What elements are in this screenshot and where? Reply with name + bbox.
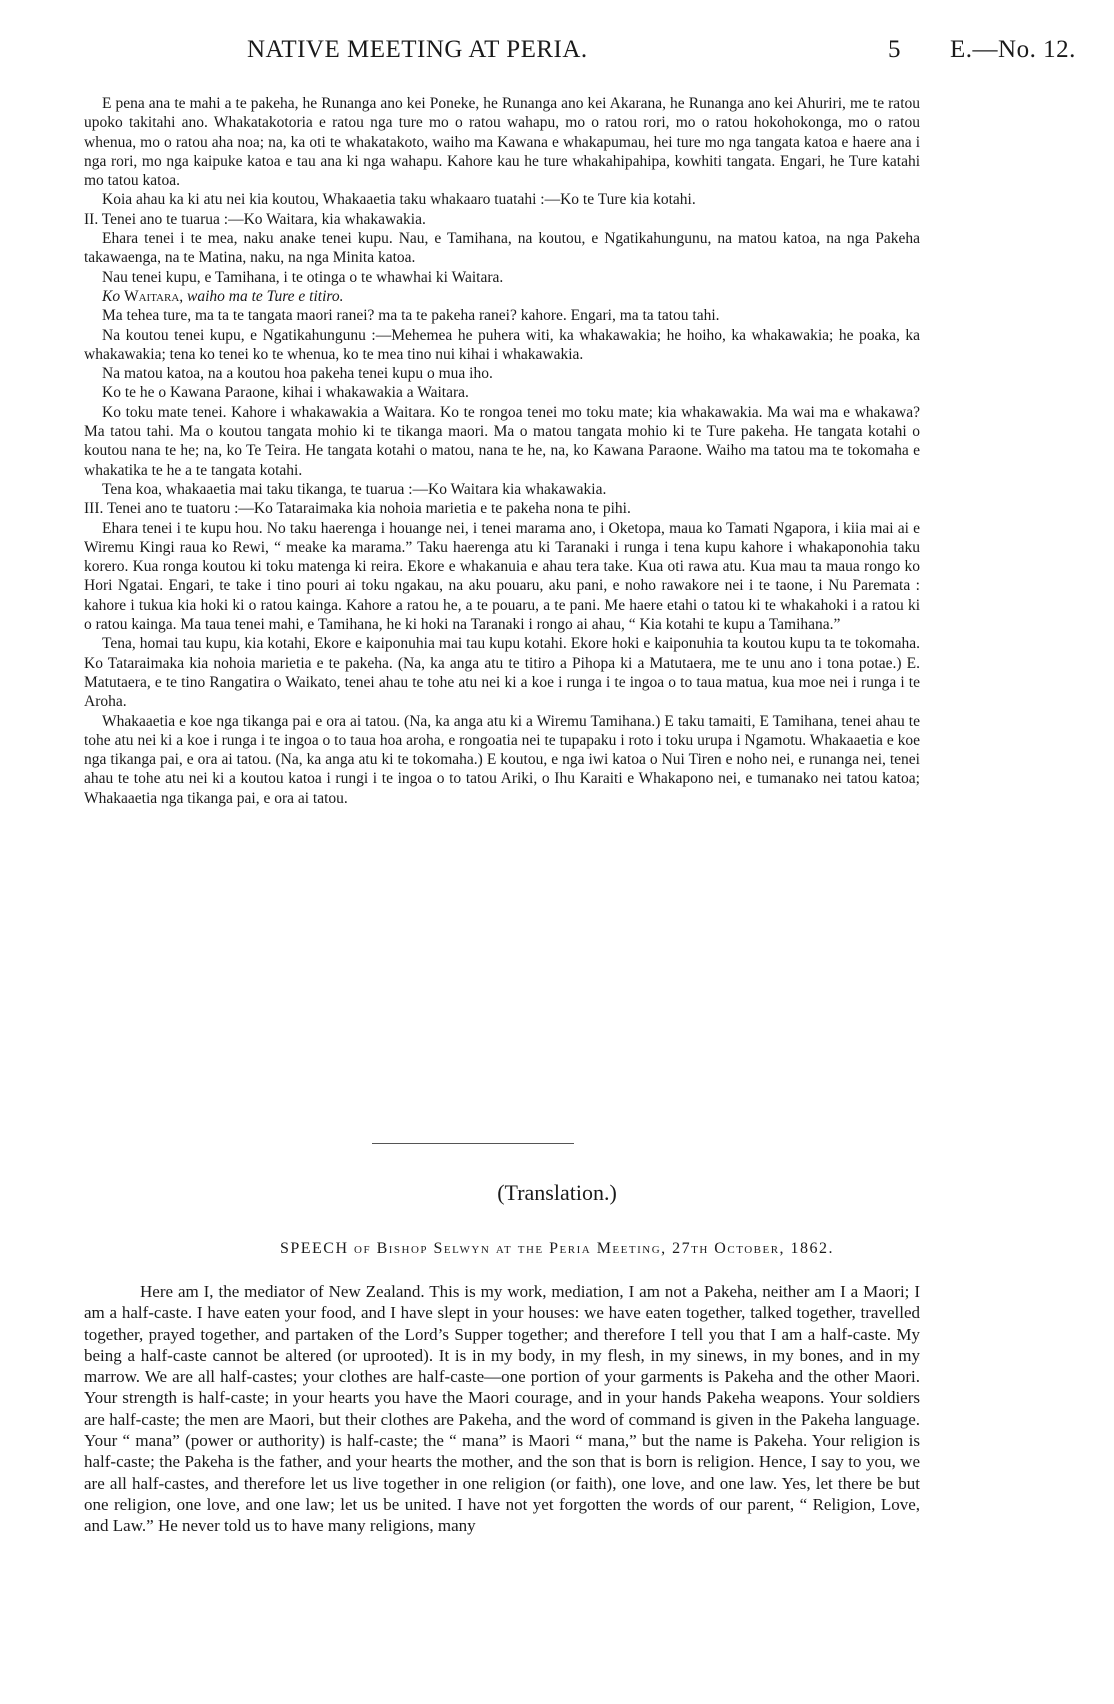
speech-heading: SPEECH of Bishop Selwyn at the Peria Meeting, 27th October, 1862. (279, 1240, 835, 1257)
maori-text-section (84, 94, 920, 808)
paragraph: Whakaaetia e koe nga tikanga pai e ora ai tatou. (Na, ka anga atu ki a Wiremu Tamihana.) E taku tamaiti, E Tamihana, tenei ahau te tohe atu nei ki a koe i runga i te ingoa o to taua hoa aroha, e rongoatia nei te tupapaku i roto i toku urupa i Ngamotu. Whakaaetia e koe nga tikanga pai, e ora ai tatou. (Na, ka anga atu ki te tokomaha.) E koutou, e nga iwi katoa o Nui Tiren e noho nei, e runanga nei, tenei ahau te tohe atu nei ki a koutou katoa i rungi i te ingoa o to tatou Ariki, o Ihu Karaiti e Whakapono nei, e tumanako nei tatou katoa; Whakaaetia nga tikanga pai, e ora ai tatou. (84, 712, 920, 807)
paragraph: Koia ahau ka ki atu nei kia koutou, Whakaaetia taku whakaaro tuatahi :—Ko te Ture kia kotahi. (102, 191, 696, 209)
paragraph: Na koutou tenei kupu, e Ngatikahungunu :—Mehemea he puhera witi, ka whakawakia; he hoiho, ka whakawakia; he poaka, ka whakawakia; tena ko tenei ko te whenua, ko te mea tino nui kihai i whakawakia. (84, 326, 920, 363)
paragraph: Tena koa, whakaaetia mai taku tikanga, te tuarua :—Ko Waitara kia whakawakia. (102, 480, 607, 498)
section-divider (372, 1143, 574, 1144)
paragraph: Tena, homai tau kupu, kia kotahi, Ekore e kaiponuhia mai tau kupu kotahi. Ekore hoki e kaiponuhia ta koutou kupu ta te tokomaha. Ko Tataraimaka kia nohoia marietia e te pakeha. (Na, ka anga atu te titiro a Pihopa ki a Matutaera, me te unu ano i tona potae.) E. Matutaera, e te tino Rangatira o Waikato, tenei ahau te tohe atu nei ki a koe i runga i te ingoa o to taua matua, kua moe nei i runga i te Aroha. (84, 635, 920, 711)
paragraph: II. Tenei ano te tuarua :—Ko Waitara, kia whakawakia. (84, 210, 426, 228)
page-number: 5 (888, 36, 901, 63)
paragraph: Ehara tenei i te mea, naku anake tenei kupu. Nau, e Tamihana, na koutou, e Ngatikahungunu, na matou katoa, na nga Pakeha takawaenga, na te Matina, naku, na nga Minita katoa. (84, 230, 920, 267)
page-header (0, 36, 1114, 76)
italic-prefix: Ko (102, 287, 121, 305)
waitara-smallcaps: Waitara (123, 287, 180, 305)
paragraph: Ko toku mate tenei. Kahore i whakawakia a Waitara. Ko te rongoa tenei mo toku mate; kia whakawakia. Ma wai ma e whakawa? Ma tatou tahi. Ma o koutou tangata mohio ki te tikanga maori. Ma o matou tangata mohio ki te Ture pakeha. He tangata kotahi o koutou nana te he; na, ko Te Teira. He tangata kotahi o matou, nana te he, na, ko Kawana Paraone. Waiho ma tatou ma te tokomaha e whakatika te he a te tangata kotahi. (84, 403, 920, 479)
paragraph: Here am I, the mediator of New Zealand. This is my work, mediation, I am not a Pakeha, neither am I a Maori; I am a half-caste. I have eaten your food, and I have slept in your houses: we have eaten together, talked together, travelled together, prayed together, and partaken of the Lord’s Supper together; and therefore I tell you that I am a half-caste. My being a half-caste cannot be altered (or uprooted). It is in my body, in my flesh, in my sinews, in my bones, and in my marrow. We are all half-castes; your clothes are half-caste—one portion of your garments is Pakeha and the other Maori. Your strength is half-caste; in your hearts you have the Maori courage, and in your hands Pakeha weapons. Your soldiers are half-caste; the men are Maori, but their clothes are Pakeha, and the word of command is given in the Pakeha language. Your “ mana” (power or authority) is half-caste; the “ mana” is Maori “ mana,” but the name is Pakeha. Your religion is half-caste; the Pakeha is the father, and your hearts the mother, and the son that is born is religion. Hence, I say to you, we are all half-castes, and therefore let us live together in one religion (or faith), one love, and one law. Yes, let there be but one religion, one love, and one law; let us be united. I have not yet forgotten the words of our parent, “ Religion, Love, and Law.” He never told us to have many religions, many (84, 1282, 920, 1536)
paragraph: E pena ana te mahi a te pakeha, he Runanga ano kei Poneke, he Runanga ano kei Akarana, he Runanga ano kei Ahuriri, me te ratou upoko takitahi ano. Whakatakotoria e ratou nga ture mo o ratou wahapu, mo o ratou rori, mo o ratou hokohokonga, mo o ratou whenua, mo o ratou aha noa; na, ka oti te whakatakoto, waiho ma Kawana e whakapumau, hei ture mo nga tangata katoa e haere ana i nga rori, mo nga kaipuke katoa e tau ana ki nga wahapu. Kahore kau he ture whakahipahipa, kowhiti tangata. Engari, he Ture katahi mo tatou katoa. (84, 95, 920, 190)
document-reference: E.—No. 12. (950, 36, 1076, 63)
paragraph: Ma tehea ture, ma ta te tangata maori ranei? ma ta te pakeha ranei? kahore. Engari, ma ta tatou tahi. (102, 307, 720, 325)
italic-rest: , waiho ma te Ture e titiro. (179, 287, 344, 305)
paragraph: III. Tenei ano te tuatoru :—Ko Tataraimaka kia nohoia marietia e te pakeha nona te pihi. (84, 500, 631, 518)
paragraph: Ehara tenei i te kupu hou. No taku haerenga i houange nei, i tenei marama ano, i Oketopa, maua ko Tamati Ngapora, i kiia mai ai e Wiremu Kingi raua ko Rewi, “ meake ka marama.” Taku haerenga atu ki Taranaki i runga i tena kupu kahore i whakaponohia taku korero. Kua ronga koutou ki toku matenga ki reira. Ekore e whakanuia e ahau tera take. Kua oti rawa atu. Kua mau ta maua rongo ko Hori Ngatai. Engari, te take i tino pouri ai toku ngakau, na aku pouaru, aku pani, e noho rawakore nei i te taone, i Nu Paremata : kahore i tukua kia hoki ki o ratou kainga. Kahore a ratou he, a te pouaru, a te pani. Me haere etahi o tatou ki te whakahoki i a ratou ki o ratou kainga. Ma taua tenei mahi, e Tamihana, he ki hoki na Taranaki i rongo ai ahau, “ Kia kotahi te kupu a Tamihana.” (84, 519, 920, 634)
paragraph: Nau tenei kupu, e Tamihana, i te otinga o te whawhai ki Waitara. (102, 268, 504, 286)
translation-text-section (84, 1281, 920, 1537)
translation-heading: (Translation.) (497, 1180, 617, 1205)
paragraph: Na matou katoa, na a koutou hoa pakeha tenei kupu o mua iho. (102, 365, 493, 383)
paragraph: Ko te he o Kawana Paraone, kihai i whakawakia a Waitara. (102, 384, 469, 402)
page-title: NATIVE MEETING AT PERIA. (247, 36, 588, 63)
italic-line (84, 287, 920, 306)
